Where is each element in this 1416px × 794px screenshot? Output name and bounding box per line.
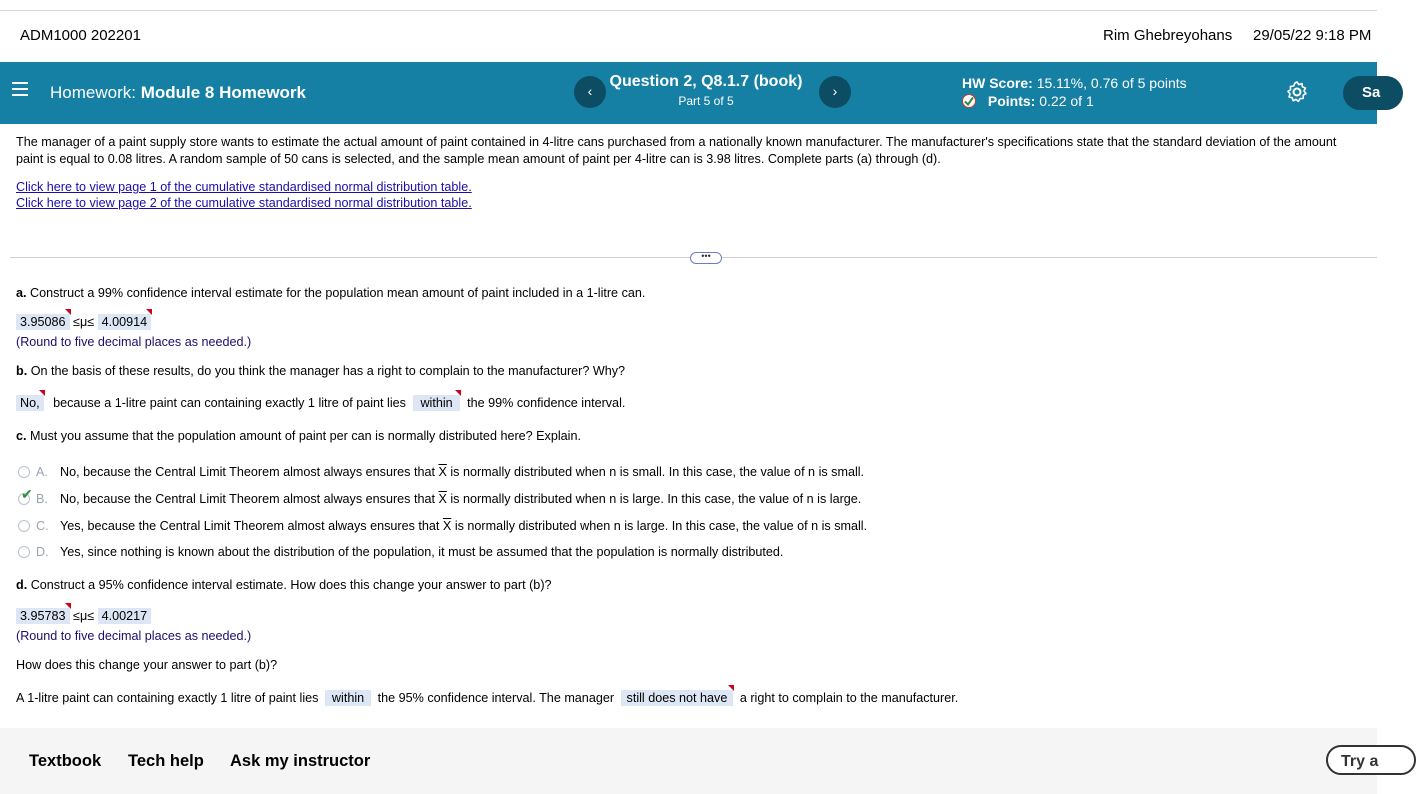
incorrect-flag-icon	[65, 309, 71, 315]
course-title: ADM1000 202201	[20, 27, 141, 44]
next-icon: ›	[832, 83, 838, 99]
part-b-text-3: the 99% confidence interval.	[467, 396, 626, 410]
part-b-answer-1: No,	[20, 396, 40, 410]
points-icon	[962, 94, 976, 108]
intro-line-2: paint is equal to 0.08 litres. A random sample of 50 cans is selected, and the sample mean amount of paint per 4-litre can is 3.98 litres. Complete parts (a) through (d).	[16, 152, 941, 166]
part-d-question-2: How does this change your answer to part (b)?	[16, 658, 278, 672]
part-d-answer-1: within	[331, 691, 365, 705]
try-again-button[interactable]: Try a	[1326, 745, 1416, 775]
part-a-upper-input[interactable]	[98, 314, 152, 330]
textbook-button[interactable]: Textbook	[29, 752, 102, 770]
option-d-text: Yes, since nothing is known about the distribution of the population, it must be assumed that the population is normally distributed.	[60, 545, 784, 559]
part-b-text-2: because a 1-litre paint can containing exactly 1 litre of paint lies	[53, 396, 406, 410]
part-d-upper-input[interactable]	[98, 608, 152, 624]
part-d-lower-value: 3.95783	[20, 609, 66, 623]
option-d-letter: D.	[36, 545, 49, 559]
save-button[interactable]: Sa	[1343, 76, 1403, 110]
part-b-label: b.	[16, 364, 28, 378]
mu-inequality: ≤μ≤	[73, 609, 95, 623]
gear-icon[interactable]	[1285, 80, 1309, 104]
part-c-text: Must you assume that the population amount of paint per can is normally distributed here? Explain.	[30, 429, 581, 443]
normal-table-page1-link[interactable]: Click here to view page 1 of the cumulative standardised normal distribution table.	[16, 180, 472, 194]
part-a-hint: (Round to five decimal places as needed.)	[16, 335, 252, 349]
ask-instructor-button[interactable]: Ask my instructor	[230, 752, 371, 770]
part-d-lower-input[interactable]	[16, 608, 70, 624]
browser-top-strip	[0, 0, 1377, 11]
part-d-dropdown-2[interactable]	[621, 690, 734, 706]
incorrect-flag-icon	[146, 309, 152, 315]
incorrect-flag-icon	[455, 390, 461, 396]
part-b-dropdown-2[interactable]	[413, 395, 459, 411]
homework-title	[50, 83, 306, 103]
points	[962, 93, 1094, 109]
homework-banner	[0, 62, 1381, 124]
footer-bar	[0, 728, 1377, 794]
option-b-letter: B.	[36, 492, 48, 506]
option-c-letter: C.	[36, 519, 49, 533]
option-a-letter: A.	[36, 465, 48, 479]
date-time: 29/05/22 9:18 PM	[1253, 27, 1372, 44]
menu-icon[interactable]	[12, 82, 28, 96]
normal-table-page2-link[interactable]: Click here to view page 2 of the cumulative standardised normal distribution table.	[16, 196, 472, 210]
checkmark-icon: ✔	[21, 486, 33, 502]
points-label: Points:	[987, 93, 1036, 109]
option-b-text: No, because the Central Limit Theorem almost always ensures that $\overline{X}$ is normally distributed when n is large. In this case, the value of n is large.	[60, 492, 862, 506]
mu-inequality: ≤μ≤	[73, 315, 95, 329]
option-c-text: Yes, because the Central Limit Theorem almost always ensures that $\overline{X}$ is normally distributed when n is large. In this case, the value of n is small.	[60, 519, 868, 533]
incorrect-flag-icon	[65, 603, 71, 609]
part-a-question	[16, 286, 645, 300]
part-a-text: Construct a 99% confidence interval estimate for the population mean amount of paint included in a 1-litre can.	[30, 286, 646, 300]
next-question-button[interactable]	[819, 76, 851, 108]
part-a-label: a.	[16, 286, 27, 300]
option-a-radio[interactable]	[18, 466, 30, 478]
part-d-question	[16, 578, 552, 592]
part-d-answer-2: still does not have	[626, 691, 728, 705]
part-d-upper-value: 4.00217	[101, 609, 148, 623]
part-c-label: c.	[16, 429, 27, 443]
more-dots-button[interactable]: •••	[690, 252, 722, 264]
part-d-answer-sentence	[16, 690, 958, 706]
problem-statement	[16, 134, 1386, 168]
part-a-answer	[16, 314, 151, 330]
homework-label: Homework:	[50, 83, 136, 102]
prev-icon: ‹	[587, 83, 593, 99]
incorrect-flag-icon	[39, 390, 45, 396]
part-b-answer	[16, 395, 625, 411]
intro-line-1: The manager of a paint supply store wants to estimate the actual amount of paint contained in 4-litre cans purchased from a nationally known manufacturer. The manufacturer's specifications state that the standard deviation of the amount	[16, 135, 1337, 149]
part-c-question	[16, 429, 581, 443]
part-d-sent-1: A 1-litre paint can containing exactly 1 litre of paint lies	[16, 691, 319, 705]
part-b-dropdown-1[interactable]	[16, 395, 44, 411]
part-d-text: Construct a 95% confidence interval estimate. How does this change your answer to part (b)?	[30, 578, 552, 592]
part-a-upper-value: 4.00914	[101, 315, 148, 329]
homework-name: Module 8 Homework	[140, 83, 307, 102]
part-a-lower-input[interactable]	[16, 314, 70, 330]
part-d-sent-2: the 95% confidence interval. The manager	[377, 691, 615, 705]
part-d-dropdown-1[interactable]	[325, 690, 371, 706]
option-c-radio[interactable]	[18, 520, 30, 532]
score-value: 15.11%, 0.76 of 5 points	[1036, 75, 1187, 91]
part-b-question	[16, 364, 625, 378]
part-b-text: On the basis of these results, do you think the manager has a right to complain to the manufacturer? Why?	[30, 364, 626, 378]
part-d-answer	[16, 608, 151, 624]
part-d-label: d.	[16, 578, 28, 592]
part-a-lower-value: 3.95086	[20, 315, 66, 329]
option-a-text: No, because the Central Limit Theorem almost always ensures that $\overline{X}$ is normally distributed when n is small. In this case, the value of n is small.	[60, 465, 865, 479]
question-part: Part 5 of 5	[678, 94, 734, 108]
part-d-hint: (Round to five decimal places as needed.)	[16, 629, 252, 643]
part-b-answer-2: within	[420, 396, 453, 410]
hw-score	[962, 75, 1187, 91]
option-d-radio[interactable]	[18, 546, 30, 558]
question-title: Question 2, Q8.1.7 (book)	[609, 73, 803, 90]
points-value: 0.22 of 1	[1039, 93, 1094, 109]
incorrect-flag-icon	[728, 685, 734, 691]
user-name[interactable]: Rim Ghebreyohans	[1103, 27, 1233, 44]
part-d-sent-3: a right to complain to the manufacturer.	[739, 691, 959, 705]
score-label: HW Score:	[962, 75, 1033, 91]
tech-help-button[interactable]: Tech help	[128, 752, 204, 770]
